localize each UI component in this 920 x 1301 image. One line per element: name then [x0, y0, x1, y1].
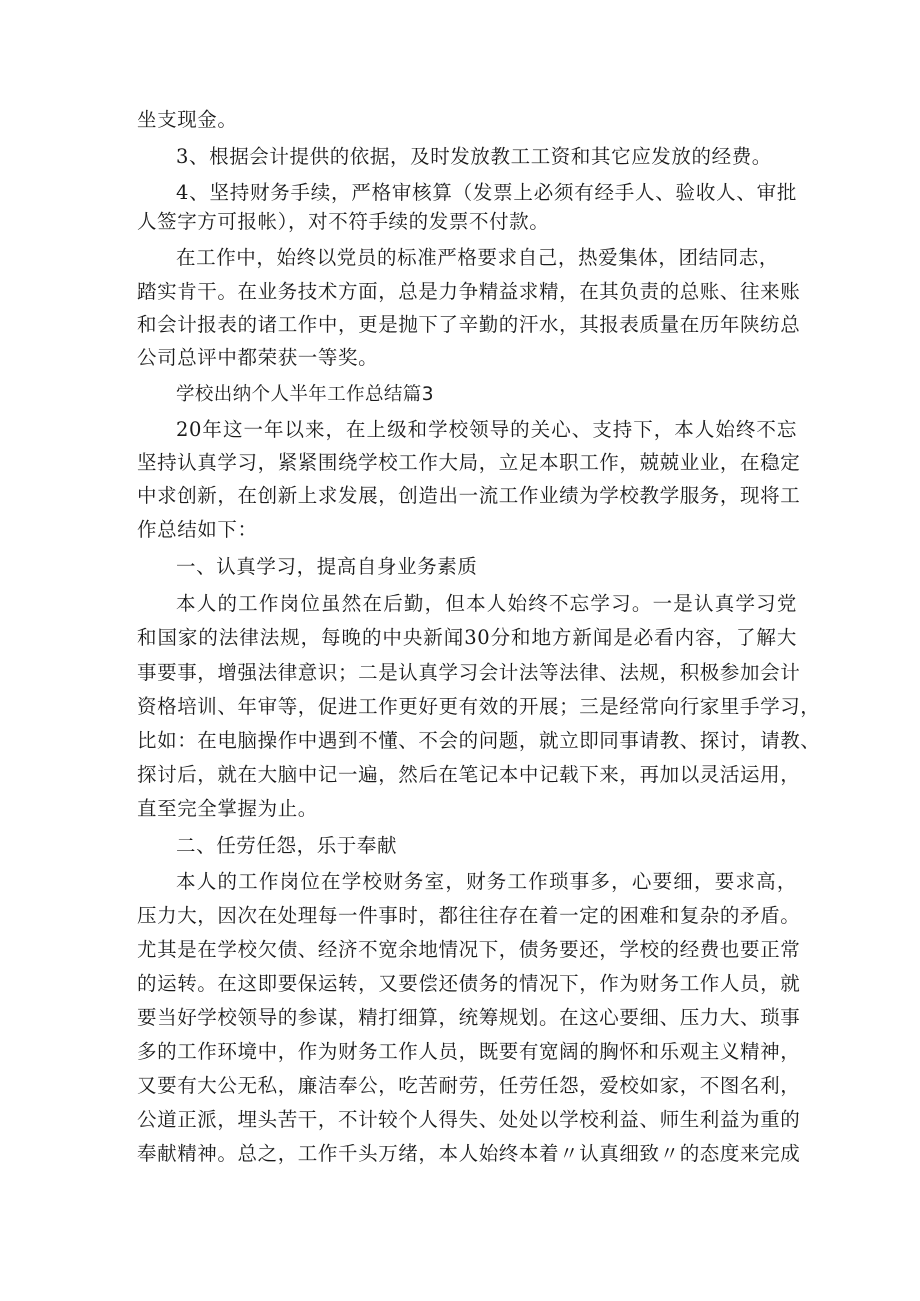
paragraph-line: 比如：在电脑操作中遇到不懂、不会的问题，就立即同事请教、探讨，请教、 [137, 729, 821, 752]
paragraph-line: 20年这一年以来，在上级和学校领导的关心、支持下，本人始终不忘 [176, 418, 797, 441]
paragraph-line: 事要事，增强法律意识；二是认真学习会计法等法律、法规，积极参加会计 [137, 661, 801, 684]
paragraph-line: 直至完全掌握为止。 [137, 797, 318, 820]
paragraph-line: 踏实肯干。在业务技术方面，总是力争精益求精，在其负责的总账、往来账 [137, 280, 801, 303]
paragraph-line: 在工作中，始终以党员的标准严格要求自己，热爱集体，团结同志， [176, 246, 780, 269]
paragraph-line: 的运转。在这即要保运转，又要偿还债务的情况下，作为财务工作人员，就 [137, 972, 801, 995]
paragraph-line: 奉献精神。总之，工作千头万绪，本人始终本着〃认真细致〃的态度来完成 [137, 1142, 801, 1165]
paragraph-line: 要当好学校领导的参谋，精打细算，统筹规划。在这心要细、压力大、琐事 [137, 1006, 801, 1029]
paragraph-line: 本人的工作岗位虽然在后勤，但本人始终不忘学习。一是认真学习党 [176, 592, 797, 615]
subsection-heading: 一、认真学习，提高自身业务素质 [176, 555, 478, 578]
paragraph-line: 又要有大公无私，廉洁奉公，吃苦耐劳，任劳任怨，爱校如家，不图名利， [137, 1074, 801, 1097]
paragraph-line: 作总结如下： [137, 518, 258, 541]
paragraph-line: 压力大，因次在处理每一件事时，都往往存在着一定的困难和复杂的矛盾。 [137, 904, 801, 927]
paragraph-line: 尤其是在学校欠债、经济不宽余地情况下，债务要还，学校的经费也要正常 [137, 938, 801, 961]
paragraph-line: 探讨后，就在大脑中记一遍，然后在笔记本中记载下来，再加以灵活运用， [137, 763, 801, 786]
list-item-4: 4、坚持财务手续，严格审核算（发票上必须有经手人、验收人、审批 [176, 181, 797, 204]
subsection-heading: 二、任劳任怨，乐于奉献 [176, 834, 398, 857]
paragraph-line: 公道正派，埋头苦干，不计较个人得失、处处以学校利益、师生利益为重的 [137, 1108, 801, 1131]
list-item-3: 3、根据会计提供的依据，及时发放教工工资和其它应发放的经费。 [176, 145, 772, 168]
paragraph-line: 人签字方可报帐），对不符手续的发票不付款。 [137, 210, 550, 233]
paragraph-line: 坚持认真学习，紧紧围绕学校工作大局，立足本职工作，兢兢业业，在稳定 [137, 451, 801, 474]
paragraph-line: 坐支现金。 [137, 108, 238, 131]
paragraph-line: 和会计报表的诸工作中，更是抛下了辛勤的汗水，其报表质量在历年陕纺总 [137, 313, 801, 336]
section-title: 学校出纳个人半年工作总结篇3 [176, 384, 434, 405]
paragraph-line: 多的工作环境中，作为财务工作人员，既要有宽阔的胸怀和乐观主义精神， [137, 1040, 801, 1063]
paragraph-line: 资格培训、年审等，促进工作更好更有效的开展；三是经常向行家里手学习， [137, 695, 821, 718]
paragraph-line: 中求创新，在创新上求发展，创造出一流工作业绩为学校教学服务，现将工 [137, 484, 801, 507]
paragraph-line: 和国家的法律法规，每晚的中央新闻30分和地方新闻是必看内容，了解大 [137, 626, 797, 649]
paragraph-line: 公司总评中都荣获一等奖。 [137, 346, 379, 369]
paragraph-line: 本人的工作岗位在学校财务室，财务工作琐事多，心要细，要求高， [176, 870, 797, 893]
